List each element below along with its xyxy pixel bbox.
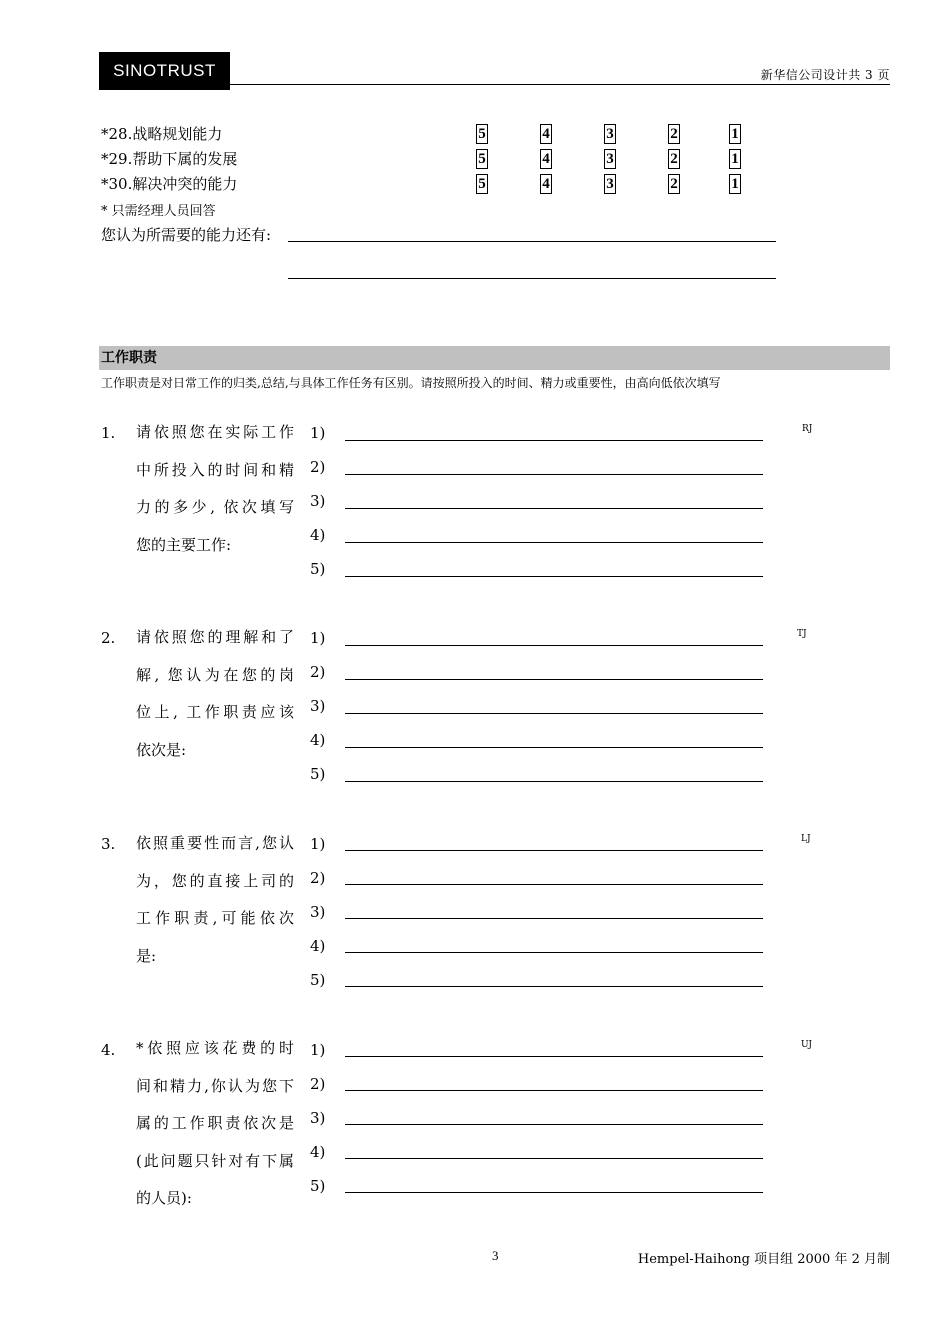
answer-line[interactable] xyxy=(345,781,763,782)
answer-index: 4) xyxy=(310,1143,326,1161)
answer-line[interactable] xyxy=(345,440,763,441)
rating-option-5[interactable]: 5 xyxy=(476,174,488,194)
answer-index: 4) xyxy=(310,937,326,955)
question-number: 2. xyxy=(101,629,116,647)
rating-option-3[interactable]: 3 xyxy=(604,174,616,194)
question-code: UJ xyxy=(801,1040,812,1050)
rating-row-30 xyxy=(101,173,801,197)
answer-line[interactable] xyxy=(345,850,763,851)
manager-only-note: * 只需经理人员回答 xyxy=(101,204,216,219)
question-text xyxy=(136,825,294,975)
answer-index: 5) xyxy=(310,765,326,783)
answer-line[interactable] xyxy=(345,679,763,680)
answer-index: 5) xyxy=(310,560,326,578)
answer-line[interactable] xyxy=(345,542,763,543)
rating-option-2[interactable]: 2 xyxy=(668,124,680,144)
question-text xyxy=(136,414,294,564)
section-title: 工作职责 xyxy=(99,346,890,370)
answer-line[interactable] xyxy=(345,713,763,714)
header-page-info: 新华信公司设计共 3 页 xyxy=(760,68,890,82)
page-number: 3 xyxy=(492,1248,499,1263)
rating-option-5[interactable]: 5 xyxy=(476,124,488,144)
rating-option-3[interactable]: 3 xyxy=(604,124,616,144)
answer-line[interactable] xyxy=(345,952,763,953)
answer-line[interactable] xyxy=(345,645,763,646)
rating-option-4[interactable]: 4 xyxy=(540,124,552,144)
question-text-line: *依照应该花费的时 xyxy=(136,1039,294,1057)
answer-index: 1) xyxy=(310,1041,326,1059)
rating-option-3[interactable]: 3 xyxy=(604,149,616,169)
question-number: 4. xyxy=(101,1041,116,1059)
answer-index: 5) xyxy=(310,971,326,989)
answer-index: 1) xyxy=(310,424,326,442)
rating-row-28 xyxy=(101,123,801,147)
rating-option-2[interactable]: 2 xyxy=(668,174,680,194)
answer-line[interactable] xyxy=(345,1124,763,1125)
question-text-line: 间和精力,你认为您下 xyxy=(136,1076,294,1095)
rating-option-1[interactable]: 1 xyxy=(729,174,741,194)
answer-index: 2) xyxy=(310,869,326,887)
question-text-line: 的人员): xyxy=(136,1189,192,1207)
additional-abilities-line[interactable] xyxy=(288,241,776,242)
question-code: TJ xyxy=(797,629,807,639)
additional-abilities-label: 您认为所需要的能力还有: xyxy=(101,226,272,244)
question-number: 3. xyxy=(101,835,116,853)
rating-label: *30.解决冲突的能力 xyxy=(101,175,238,193)
question-text-line: 依照重要性而言,您认 xyxy=(136,834,294,852)
question-text-line: 工作职责,可能依次 xyxy=(136,909,294,927)
question-text-line: 为，您的直接上司的 xyxy=(136,871,294,890)
question-code: LJ xyxy=(801,834,811,844)
answer-line[interactable] xyxy=(345,508,763,509)
answer-index: 3) xyxy=(310,492,326,510)
question-text-line: 您的主要工作: xyxy=(136,535,232,554)
rating-label: *28.战略规划能力 xyxy=(101,125,223,143)
answer-index: 2) xyxy=(310,1075,326,1093)
answer-index: 5) xyxy=(310,1177,326,1195)
rating-option-4[interactable]: 4 xyxy=(540,149,552,169)
rating-label: *29.帮助下属的发展 xyxy=(101,150,238,168)
answer-line[interactable] xyxy=(345,1192,763,1193)
rating-option-5[interactable]: 5 xyxy=(476,149,488,169)
answer-index: 3) xyxy=(310,697,326,715)
question-text-line: 请依照您在实际工作 xyxy=(136,423,294,441)
header-rule xyxy=(230,84,890,85)
answer-index: 3) xyxy=(310,903,326,921)
section-description: 工作职责是对日常工作的归类,总结,与具体工作任务有区别。请按照所投入的时间、精力或重要性，由高向低依次填写 xyxy=(101,376,721,390)
answer-line[interactable] xyxy=(345,576,763,577)
rating-option-4[interactable]: 4 xyxy=(540,174,552,194)
question-text-line: 请依照您的理解和了 xyxy=(136,628,294,646)
answer-index: 4) xyxy=(310,526,326,544)
answer-index: 2) xyxy=(310,663,326,681)
question-text-line: 解, 您认为在您的岗 xyxy=(136,665,294,684)
footer-project-info: Hempel-Haihong 项目组 2000 年 2 月制 xyxy=(637,1252,890,1267)
question-text xyxy=(136,619,294,769)
question-text-line: (此问题只针对有下属 xyxy=(136,1151,294,1170)
additional-abilities-line[interactable] xyxy=(288,278,776,279)
answer-line[interactable] xyxy=(345,1158,763,1159)
answer-line[interactable] xyxy=(345,986,763,987)
answer-index: 1) xyxy=(310,835,326,853)
answer-index: 2) xyxy=(310,458,326,476)
question-text-line: 位上, 工作职责应该 xyxy=(136,703,294,721)
answer-line[interactable] xyxy=(345,747,763,748)
question-text-line: 中所投入的时间和精 xyxy=(136,460,294,479)
question-text-line: 属的工作职责依次是 xyxy=(136,1114,294,1132)
answer-line[interactable] xyxy=(345,918,763,919)
rating-option-2[interactable]: 2 xyxy=(668,149,680,169)
company-logo: SINOTRUST xyxy=(99,52,230,90)
question-text-line: 是: xyxy=(136,946,157,965)
rating-option-1[interactable]: 1 xyxy=(729,124,741,144)
question-number: 1. xyxy=(101,424,116,442)
question-code: RJ xyxy=(802,424,813,434)
answer-line[interactable] xyxy=(345,1056,763,1057)
question-text-line: 力的多少, 依次填写 xyxy=(136,498,294,516)
answer-line[interactable] xyxy=(345,1090,763,1091)
answer-index: 3) xyxy=(310,1109,326,1127)
question-text xyxy=(136,1030,294,1218)
rating-row-29 xyxy=(101,148,801,172)
answer-index: 4) xyxy=(310,731,326,749)
answer-index: 1) xyxy=(310,629,326,647)
answer-line[interactable] xyxy=(345,474,763,475)
rating-option-1[interactable]: 1 xyxy=(729,149,741,169)
answer-line[interactable] xyxy=(345,884,763,885)
question-text-line: 依次是: xyxy=(136,740,187,759)
